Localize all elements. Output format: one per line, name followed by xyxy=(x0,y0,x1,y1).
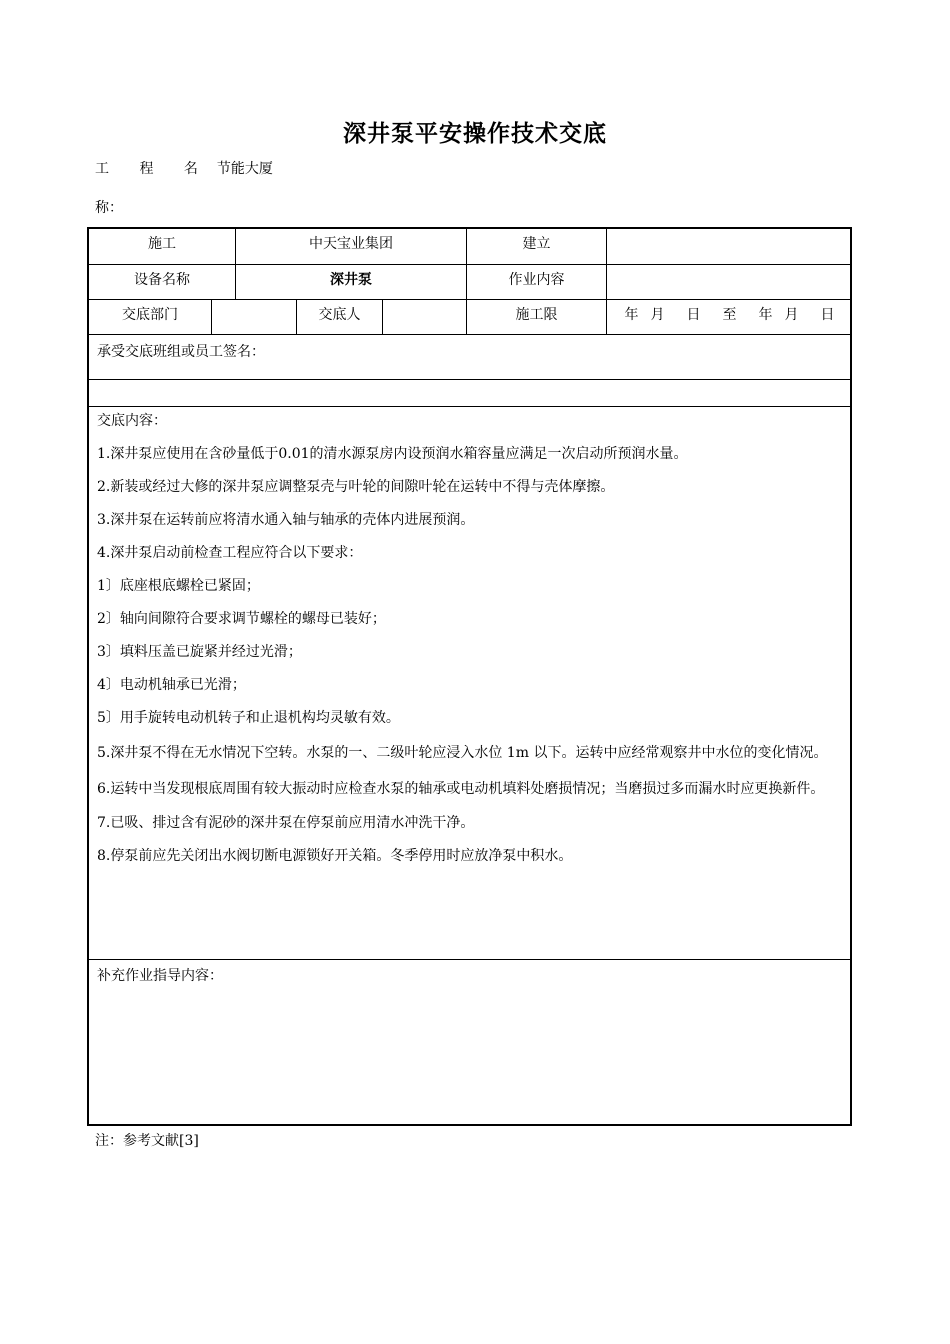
date-month: 月 xyxy=(784,307,799,323)
person-value xyxy=(383,299,466,329)
row-divider xyxy=(89,959,850,960)
equipment-label: 设备名称 xyxy=(134,272,190,288)
content-label: 交底内容： xyxy=(97,413,167,429)
date-month: 月 xyxy=(650,307,665,323)
construct-value: 中天宝业集团 xyxy=(309,236,393,252)
content-item: 1.深井泵应使用在含砂量低于0.01的清水源泵房内设预润水箱容量应满足一次启动所预润水量。 xyxy=(97,446,688,462)
content-item: 2〕轴向间隙符合要求调节螺栓的螺母已装好； xyxy=(97,611,386,627)
equipment-value: 深井泵 xyxy=(330,272,372,288)
content-item: 4.深井泵启动前检查工程应符合以下要求： xyxy=(97,545,363,561)
disclosure-table xyxy=(87,227,852,1126)
build-label: 建立 xyxy=(522,236,551,252)
content-item: 7.已吸、排过含有泥砂的深井泵在停泵前应用清水冲洗干净。 xyxy=(97,815,475,831)
content-item: 5〕用手旋转电动机转子和止退机构均灵敏有效。 xyxy=(97,710,400,726)
signature-label: 承受交底班组或员工签名： xyxy=(97,344,265,360)
content-item: 3.深井泵在运转前应将清水通入轴与轴承的壳体内进展预润。 xyxy=(97,512,475,528)
content-item: 3〕填料压盖已旋紧并经过光滑； xyxy=(97,644,302,660)
date-year: 年 xyxy=(624,307,639,323)
dept-label: 交底部门 xyxy=(122,307,178,323)
build-value xyxy=(607,229,852,257)
content-item: 8.停泵前应先关闭出水阀切断电源锁好开关箱。冬季停用时应放净泵中积水。 xyxy=(97,848,573,864)
reference-note: 注：参考文献[3] xyxy=(95,1133,199,1149)
content-item: 5.深井泵不得在无水情况下空转。水泵的一、二级叶轮应浸入水位 1m 以下。运转中应经常观察井中水位的变化情况。 xyxy=(97,745,828,761)
row-divider xyxy=(89,379,850,380)
project-name-label-cont: 称： xyxy=(95,200,123,216)
period-label: 施工限 xyxy=(515,307,558,323)
content-item: 6.运转中当发现根底周围有较大振动时应检查水泵的轴承或电动机填料处磨损情况；当磨损过多而漏水时应更换新件。 xyxy=(97,781,825,797)
project-name-label: 工 程 名 xyxy=(95,161,211,177)
period-dates xyxy=(607,299,852,329)
disclosure-content xyxy=(97,405,847,873)
document-title: 深井泵平安操作技术交底 xyxy=(343,121,607,147)
supplement-label: 补充作业指导内容： xyxy=(97,968,223,984)
content-item: 2.新装或经过大修的深井泵应调整泵壳与叶轮的间隙叶轮在运转中不得与壳体摩擦。 xyxy=(97,479,615,495)
construct-label: 施工 xyxy=(148,236,176,252)
dept-value xyxy=(212,299,296,329)
content-item: 1〕底座根底螺栓已紧固； xyxy=(97,578,260,594)
date-day: 日 xyxy=(686,307,701,323)
project-name-line xyxy=(95,158,273,178)
date-year: 年 xyxy=(758,307,773,323)
date-to: 至 xyxy=(722,307,737,323)
row-divider xyxy=(89,334,850,335)
work-content-label: 作业内容 xyxy=(508,272,565,288)
content-item: 4〕电动机轴承已光滑； xyxy=(97,677,246,693)
work-content-value xyxy=(607,264,852,294)
person-label: 交底人 xyxy=(318,307,361,323)
project-name-value: 节能大厦 xyxy=(216,161,273,177)
date-day: 日 xyxy=(820,307,835,323)
